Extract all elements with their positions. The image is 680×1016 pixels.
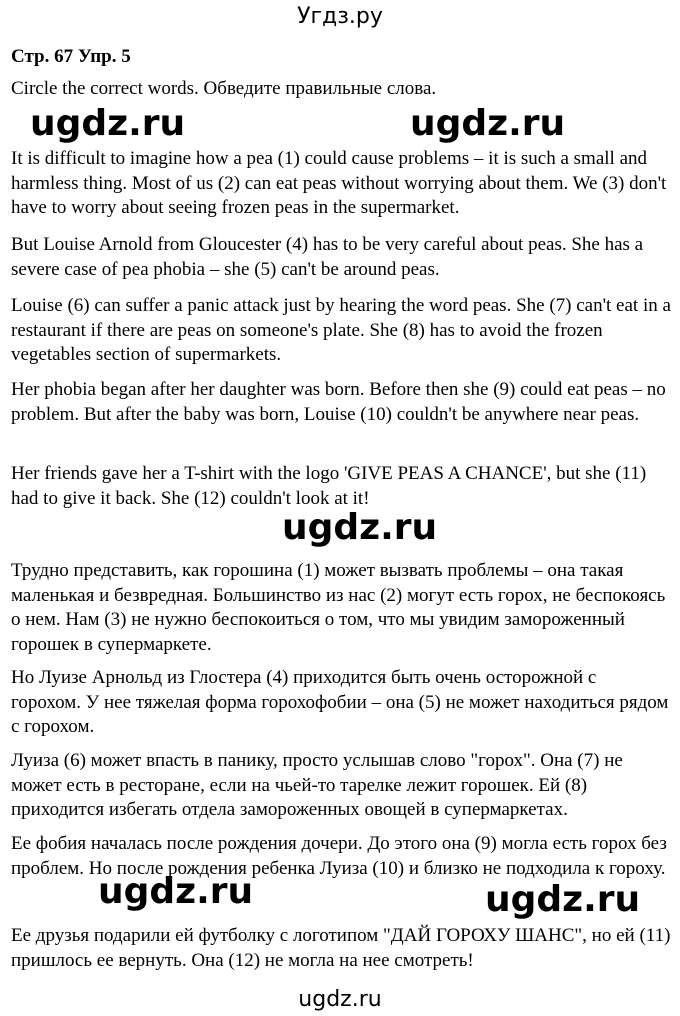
site-header: Угдз.ру — [297, 4, 383, 29]
english-paragraph: Louise (6) can suffer a panic attack just by hearing the word peas. She (7) can't eat in a restaurant if there are peas on someone's plate. She (8) has to avoid the frozen vegetables section of supermarkets. — [11, 295, 671, 366]
russian-paragraph: Ее друзья подарили ей футболку с логотипом "ДАЙ ГОРОХУ ШАНС", но ей (11) пришлось ее вернуть. Она (12) не могла на нее смотреть! — [11, 925, 671, 971]
site-footer: ugdz.ru — [298, 987, 382, 1012]
english-paragraph: Her friends gave her a T-shirt with the logo 'GIVE PEAS A CHANCE', but she (11) had to give it back. She (12) couldn't look at it! — [11, 463, 647, 509]
english-paragraph: It is difficult to imagine how a pea (1) could cause problems – it is such a small and harmless thing. Most of us (2) can eat peas without worrying about them. We (3) don't have to worry about seeing frozen peas in the supermarket. — [11, 148, 667, 219]
exercise-instruction: Circle the correct words. Обведите правильные слова. — [11, 78, 437, 99]
russian-paragraph: Но Луизе Арнольд из Глостера (4) приходится быть очень осторожной с горохом. У нее тяжелая форма горохофобии – она (5) не может находиться рядом с горохом. — [11, 667, 669, 738]
russian-paragraph: Луиза (6) может впасть в панику, просто услышав слово "горох". Она (7) не может есть в ресторане, если на чьей-то тарелке лежит горошек. Ей (8) приходится избегать отдела замороженных овощей в супермаркетах. — [11, 750, 623, 821]
exercise-heading: Стр. 67 Упр. 5 — [11, 46, 131, 67]
watermark-logo: ugdz.ru — [282, 507, 438, 548]
watermark-logo: ugdz.ru — [410, 103, 566, 144]
english-paragraph: Her phobia began after her daughter was born. Before then she (9) could eat peas – no problem. But after the baby was born, Louise (10) couldn't be anywhere near peas. — [11, 379, 666, 425]
english-paragraph: But Louise Arnold from Gloucester (4) has to be very careful about peas. She has a severe case of pea phobia – she (5) can't be around peas. — [11, 234, 644, 280]
russian-paragraph: Трудно представить, как горошина (1) может вызвать проблемы – она такая маленькая и безвредная. Большинство из нас (2) могут есть горох, не беспокоясь о нем. Нам (3) не нужно беспокоиться о том, что мы увидим замороженный горошек в супермаркете. — [11, 560, 666, 655]
watermark-logo: ugdz.ru — [98, 871, 254, 912]
russian-paragraph: Ее фобия началась после рождения дочери. До этого она (9) могла есть горох без проблем. Но после рождения ребенка Луиза (10) и близко не подходила к гороху. — [11, 833, 667, 879]
watermark-logo: ugdz.ru — [485, 879, 641, 920]
watermark-logo: ugdz.ru — [30, 103, 186, 144]
